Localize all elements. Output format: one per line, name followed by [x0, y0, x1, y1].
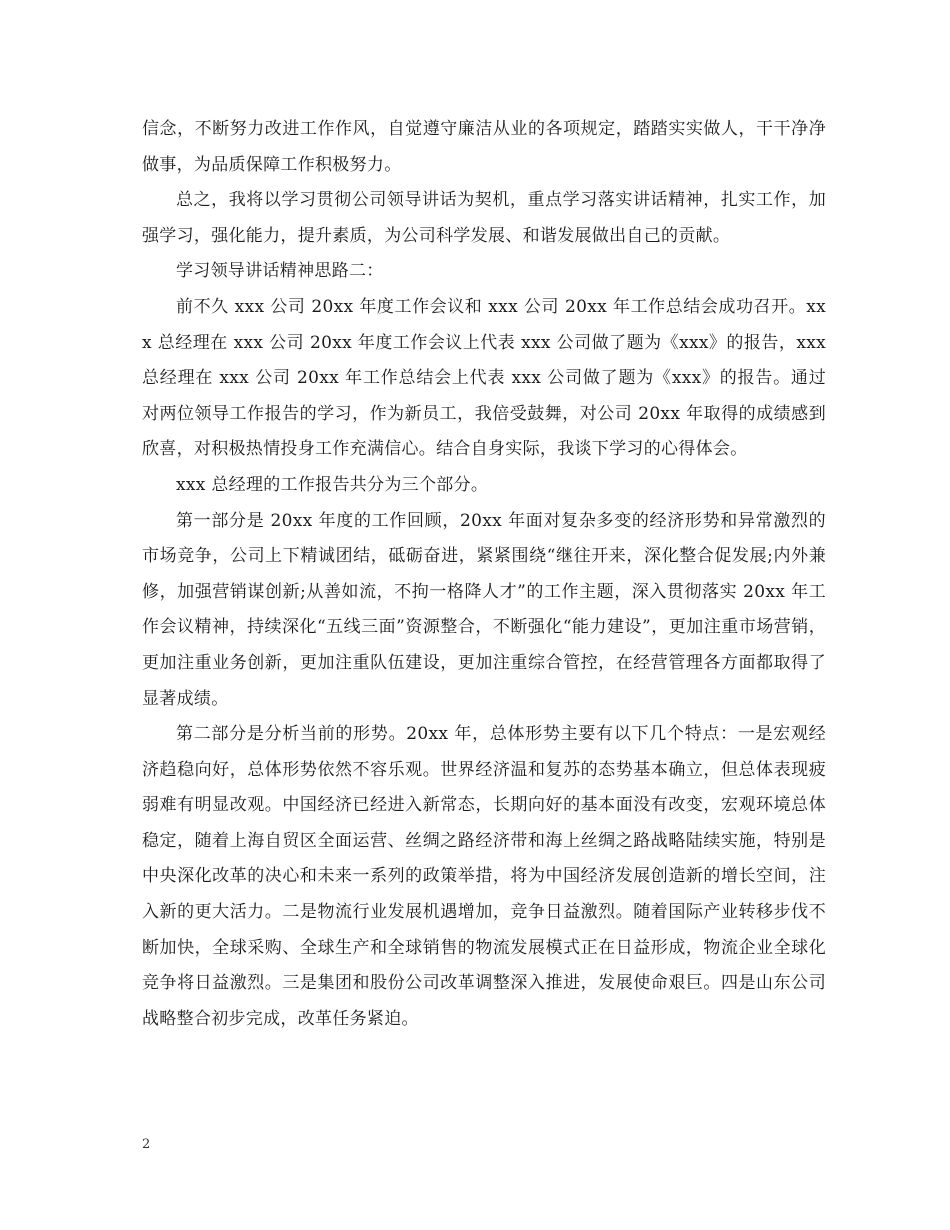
paragraph-1: 信念，不断努力改进工作作风，自觉遵守廉洁从业的各项规定，踏踏实实做人，干干净净做事，为品质保障工作积极努力。 [142, 119, 826, 175]
paragraph-6: 第一部分是 20xx 年度的工作回顾，20xx 年面对复杂多变的经济形势和异常激烈的市场竞争，公司上下精诚团结，砥砺奋进，紧紧围绕“继往开来，深化整合促发展;内外兼修，加强营销谋创新;从善如流，不拘一格降人才”的工作主题，深入贯彻落实 20xx 年工作会议精神，持续深化“五线三面”资源整合，不断强化“能力建设”，更加注重市场营销，更加注重业务创新，更加注重队伍建设，更加注重综合管控，在经营管理各方面都取得了显著成绩。 [142, 510, 826, 709]
document-body [142, 112, 826, 1037]
page-number: 2 [142, 1137, 151, 1152]
paragraph-7: 第二部分是分析当前的形势。20xx 年，总体形势主要有以下几个特点：一是宏观经济趋稳向好，总体形势依然不容乐观。世界经济温和复苏的态势基本确立，但总体表现疲弱难有明显改观。中国经济已经进入新常态，长期向好的基本面没有改变，宏观环境总体稳定，随着上海自贸区全面运营、丝绸之路经济带和海上丝绸之路战略陆续实施，特别是中央深化改革的决心和未来一系列的政策举措，将为中国经济发展创造新的增长空间，注入新的更大活力。二是物流行业发展机遇增加，竞争日益激烈。随着国际产业转移步伐不断加快，全球采购、全球生产和全球销售的物流发展模式正在日益形成，物流企业全球化竞争将日益激烈。三是集团和股份公司改革调整深入推进，发展使命艰巨。四是山东公司战略整合初步完成，改革任务紧迫。 [142, 724, 826, 1029]
paragraph-4: 前不久 xxx 公司 20xx 年度工作会议和 xxx 公司 20xx 年工作总结会成功召开。xxx 总经理在 xxx 公司 20xx 年度工作会议上代表 xxx 公司做了题为《xxx》的报告，xxx 总经理在 xxx 公司 20xx 年工作总结会上代表 xxx 公司做了题为《xxx》的报告。通过对两位领导工作报告的学习，作为新员工，我倍受鼓舞，对公司 20xx 年取得的成绩感到欣喜，对积极热情投身工作充满信心。结合自身实际，我谈下学习的心得体会。 [142, 296, 826, 460]
paragraph-3-heading: 学习领导讲话精神思路二： [176, 261, 384, 282]
paragraph-5: xxx 总经理的工作报告共分为三个部分。 [176, 474, 489, 495]
paragraph-2: 总之，我将以学习贯彻公司领导讲话为契机，重点学习落实讲话精神，扎实工作，加强学习，强化能力，提升素质，为公司科学发展、和谐发展做出自己的贡献。 [142, 190, 826, 246]
